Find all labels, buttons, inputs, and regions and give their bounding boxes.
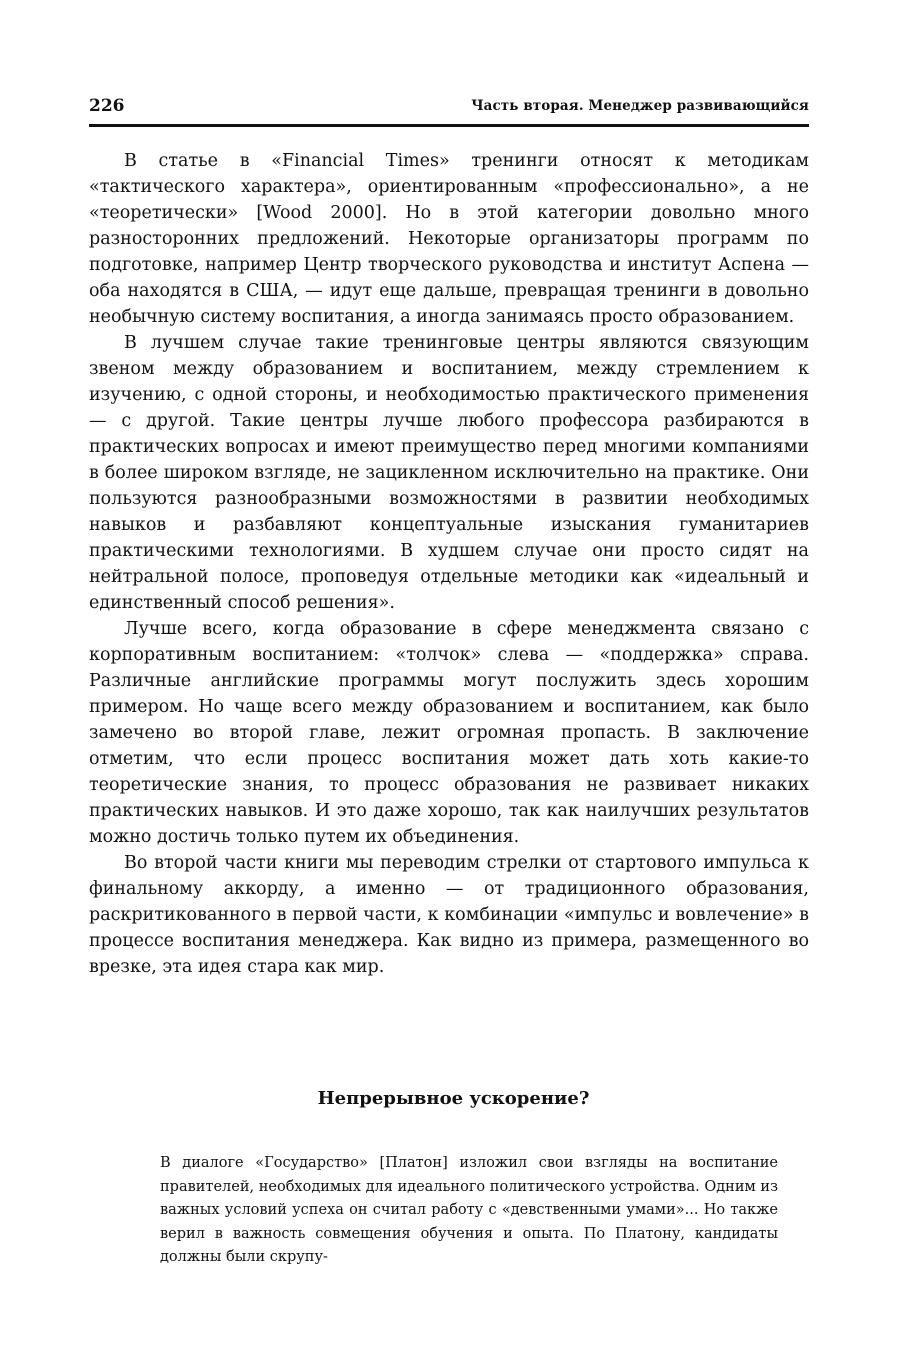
inset-box	[160, 1152, 778, 1270]
paragraph: Во второй части книги мы переводим стрелки от стартового импульса к финальному аккорду, а именно — от традиционного образования, раскритикованного в первой части, к комбинации «импульс и вовлечение» в процессе воспитания менеджера. Как видно из примера, размещенного во врезке, эта идея стара как мир.	[89, 853, 809, 977]
paragraph: Лучше всего, когда образование в сфере менеджмента связано с корпоративным воспитанием: «толчок» слева — «поддержка» справа. Различные английские программы могут послужить здесь хорошим примером. Но чаще всего между образованием и воспитанием, как было замечено во второй главе, лежит огромная пропасть. В заключение отметим, что если процесс воспитания может дать хоть какие-то теоретические знания, то процесс образования не развивает никаких практических навыков. И это даже хорошо, так как наилучших результатов можно достичь только путем их объединения.	[89, 619, 809, 847]
page-number: 226	[89, 96, 125, 116]
page-header	[89, 96, 809, 120]
paragraph: В статье в «Financial Times» тренинги относят к методикам «тактического характера», ориентированным «профессионально», а не «теоретически» [Wood 2000]. Но в этой категории довольно много разносторонних предложений. Некоторые организаторы программ по подготовке, например Центр творческого руководства и институт Аспена — оба находятся в США, — идут еще дальше, превращая тренинги в довольно необычную систему воспитания, а иногда занимаясь просто образованием.	[89, 151, 809, 327]
inset-paragraph: В диалоге «Государство» [Платон] изложил свои взгляды на воспитание правителей, необходимых для идеального политического устройства. Одним из важных условий успеха он считал работу с «девственными умами»... Но также верил в важность совмещения обучения и опыта. По Платону, кандидаты должны были скрупу-	[160, 1155, 778, 1265]
main-text	[89, 148, 809, 980]
running-title: Часть вторая. Менеджер развивающийся	[471, 98, 809, 114]
header-rule	[89, 124, 809, 127]
paragraph: В лучшем случае такие тренинговые центры являются связующим звеном между образованием и воспитанием, между стремлением к изучению, с одной стороны, и необходимостью практического применения — с другой. Такие центры лучше любого профессора разбираются в практических вопросах и имеют преимущество перед многими компаниями в более широком взгляде, не зацикленном исключительно на практике. Они пользуются разнообразными возможностями в развитии необходимых навыков и разбавляют концептуальные изыскания гуманитариев практическими технологиями. В худшем случае они просто сидят на нейтральной полосе, проповедуя отдельные методики как «идеальный и единственный способ решения».	[89, 333, 809, 613]
inset-title: Непрерывное ускорение?	[317, 1088, 590, 1109]
